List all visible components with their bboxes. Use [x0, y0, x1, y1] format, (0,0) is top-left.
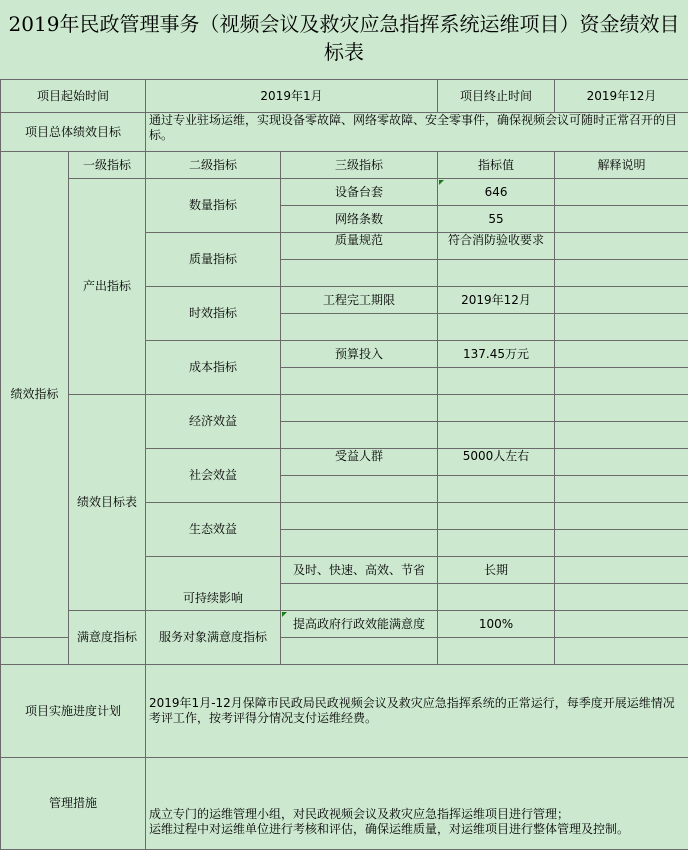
note-cell[interactable] — [555, 611, 688, 638]
output-indicator-label: 产出指标 — [69, 179, 146, 395]
empty-cell[interactable] — [281, 584, 438, 611]
l3-efficiency[interactable]: 及时、快速、高效、节省 — [281, 557, 438, 584]
cost-indicator-label: 成本指标 — [146, 341, 281, 395]
l3-quality-standard[interactable]: 质量规范 — [281, 233, 438, 260]
value-budget-input[interactable]: 137.45万元 — [438, 341, 555, 368]
empty-cell[interactable] — [438, 314, 555, 341]
overall-goal-text[interactable]: 通过专业驻场运维，实现设备零故障、网络零故障、安全零事件，确保视频会议可随时正常召开的目标。 — [146, 113, 688, 152]
empty-cell[interactable] — [281, 260, 438, 287]
l3-satisfaction[interactable]: 提高政府行政效能满意度 — [281, 611, 438, 638]
empty-cell[interactable] — [438, 260, 555, 287]
col-header-level3: 三级指标 — [281, 152, 438, 179]
empty-cell[interactable] — [438, 584, 555, 611]
col-header-level2: 二级指标 — [146, 152, 281, 179]
empty-cell[interactable] — [438, 503, 555, 530]
value-completion-deadline[interactable]: 2019年12月 — [438, 287, 555, 314]
empty-cell[interactable] — [281, 395, 438, 422]
note-cell[interactable] — [555, 368, 688, 395]
measures-text[interactable] — [146, 758, 688, 850]
effect-indicator-label: 绩效目标表 — [69, 395, 146, 611]
col-header-value: 指标值 — [438, 152, 555, 179]
value-network-lines[interactable]: 55 — [438, 206, 555, 233]
perf-indicator-label: 绩效指标 — [1, 152, 69, 638]
quantity-indicator-label: 数量指标 — [146, 179, 281, 233]
social-benefit-label: 社会效益 — [146, 449, 281, 503]
end-time-value[interactable]: 2019年12月 — [555, 80, 688, 113]
value-quality-standard[interactable]: 符合消防验收要求 — [438, 233, 555, 260]
empty-cell[interactable] — [281, 422, 438, 449]
empty-cell[interactable] — [281, 368, 438, 395]
empty-cell[interactable] — [1, 638, 69, 665]
value-beneficiaries[interactable]: 5000人左右 — [438, 449, 555, 476]
schedule-label: 项目实施进度计划 — [1, 665, 146, 758]
measures-line-1: 成立专门的运维管理小组，对民政视频会议及救灾应急指挥运维项目进行管理； — [149, 807, 570, 821]
l3-budget-input[interactable]: 预算投入 — [281, 341, 438, 368]
note-cell[interactable] — [555, 314, 688, 341]
empty-cell[interactable] — [438, 368, 555, 395]
l3-equipment-sets[interactable]: 设备台套 — [281, 179, 438, 206]
note-cell[interactable] — [555, 287, 688, 314]
page-title: 2019年民政管理事务（视频会议及救灾应急指挥系统运维项目）资金绩效目标表 — [8, 12, 680, 64]
satisfaction-indicator-label: 满意度指标 — [69, 611, 146, 665]
empty-cell[interactable] — [281, 503, 438, 530]
empty-cell[interactable] — [281, 638, 438, 665]
economic-benefit-label: 经济效益 — [146, 395, 281, 449]
satisfaction-l2-label: 服务对象满意度指标 — [146, 611, 281, 665]
start-time-value[interactable]: 2019年1月 — [146, 80, 438, 113]
note-cell[interactable] — [555, 476, 688, 503]
measures-label: 管理措施 — [1, 758, 146, 850]
note-cell[interactable] — [555, 584, 688, 611]
note-cell[interactable] — [438, 638, 555, 665]
note-cell[interactable] — [555, 179, 688, 206]
empty-cell[interactable] — [281, 530, 438, 557]
col-header-note: 解释说明 — [555, 152, 688, 179]
note-cell[interactable] — [555, 449, 688, 476]
note-cell[interactable] — [555, 503, 688, 530]
note-cell[interactable] — [555, 260, 688, 287]
empty-cell[interactable] — [438, 422, 555, 449]
note-cell[interactable] — [555, 206, 688, 233]
quality-indicator-label: 质量指标 — [146, 233, 281, 287]
overall-goal-label: 项目总体绩效目标 — [1, 113, 146, 152]
value-equipment-sets[interactable]: 646 — [438, 179, 555, 206]
value-efficiency[interactable]: 长期 — [438, 557, 555, 584]
note-cell[interactable] — [555, 530, 688, 557]
end-time-label: 项目终止时间 — [438, 80, 555, 113]
empty-cell[interactable] — [438, 530, 555, 557]
performance-table — [0, 79, 688, 850]
empty-cell[interactable] — [438, 395, 555, 422]
value-satisfaction[interactable]: 100% — [438, 611, 555, 638]
note-cell[interactable] — [555, 557, 688, 584]
l3-beneficiaries[interactable]: 受益人群 — [281, 449, 438, 476]
note-cell[interactable] — [555, 233, 688, 260]
empty-cell[interactable] — [281, 314, 438, 341]
note-cell[interactable] — [555, 395, 688, 422]
empty-cell[interactable] — [281, 476, 438, 503]
col-header-level1: 一级指标 — [69, 152, 146, 179]
empty-cell[interactable] — [438, 476, 555, 503]
measures-line-2: 运维过程中对运维单位进行考核和评估，确保运维质量，对运维项目进行整体管理及控制。 — [149, 822, 630, 836]
ecological-benefit-label: 生态效益 — [146, 503, 281, 557]
sustainable-impact-label: 可持续影响 — [146, 557, 281, 611]
note-cell[interactable] — [555, 422, 688, 449]
start-time-label: 项目起始时间 — [1, 80, 146, 113]
l3-network-lines[interactable]: 网络条数 — [281, 206, 438, 233]
timeliness-indicator-label: 时效指标 — [146, 287, 281, 341]
note-cell[interactable] — [555, 341, 688, 368]
l3-completion-deadline[interactable]: 工程完工期限 — [281, 287, 438, 314]
schedule-text[interactable]: 2019年1月-12月保障市民政局民政视频会议及救灾应急指挥系统的正常运行，每季度开展运维情况考评工作，按考评得分情况支付运维经费。 — [146, 665, 688, 758]
